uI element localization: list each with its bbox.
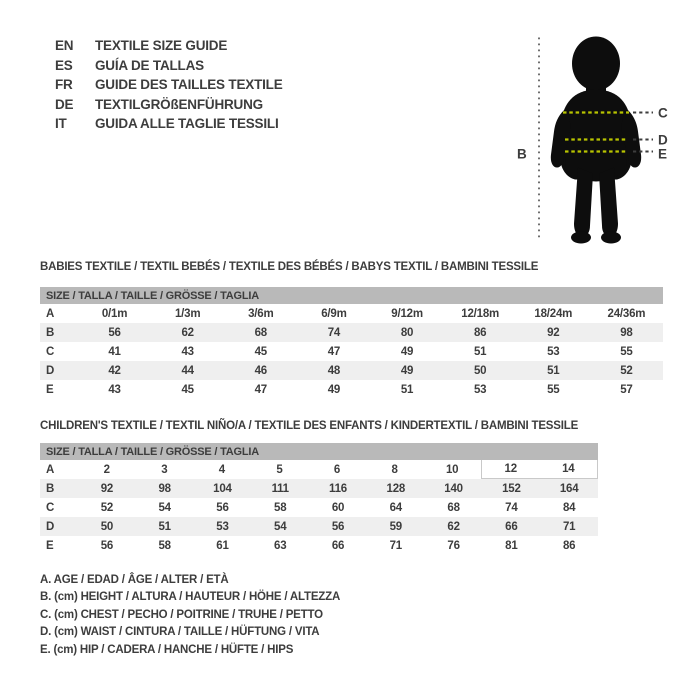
size-cell: 58 [158, 539, 171, 552]
size-row-E [40, 380, 663, 399]
toddler-silhouette-icon [505, 26, 700, 251]
size-cell: 56 [216, 501, 229, 514]
guide-title-en: TEXTILE SIZE GUIDE [95, 38, 228, 54]
size-cell: 4 [218, 463, 225, 476]
size-cell: 98 [158, 482, 171, 495]
size-cell: 45 [181, 383, 194, 396]
size-cell: 53 [473, 383, 487, 396]
size-cell: 104 [213, 482, 232, 495]
size-row-A [40, 460, 598, 479]
size-cell: 56 [100, 539, 114, 552]
size-cell: 51 [473, 345, 487, 358]
guide-title-de: TEXTILGRÖßENFÜHRUNG [95, 96, 263, 112]
babies-size-table [40, 287, 663, 399]
language-code: DE [55, 96, 74, 112]
size-cell: 74 [327, 326, 341, 339]
size-cell: 152 [502, 482, 521, 495]
size-cell: 2 [103, 463, 110, 476]
size-cell: 46 [254, 364, 268, 377]
size-cell: 1/3m [174, 307, 201, 320]
size-cell: 43 [108, 383, 121, 396]
size-cell: 63 [274, 539, 287, 552]
size-cell: 52 [100, 501, 114, 514]
language-row-es [55, 56, 283, 76]
body-measurement-figure [505, 26, 700, 251]
size-cell: 68 [447, 501, 460, 514]
size-cell: 50 [100, 520, 114, 533]
size-cell: 44 [181, 364, 194, 377]
size-cell: 92 [100, 482, 114, 495]
size-cell: 61 [216, 539, 229, 552]
row-label: C [46, 345, 55, 358]
row-label: E [46, 383, 54, 396]
size-cell: 74 [505, 501, 518, 514]
size-cell: 81 [505, 539, 518, 552]
size-cell: 66 [505, 520, 518, 533]
size-cell: 164 [559, 482, 579, 495]
legend-chest: C. (cm) CHEST / PECHO / POITRINE / TRUHE / PETTO [40, 608, 323, 621]
legend-height: B. (cm) HEIGHT / ALTURA / HAUTEUR / HÖHE / ALTEZZA [40, 591, 341, 604]
language-code: FR [55, 77, 73, 93]
size-row-B [40, 323, 663, 342]
size-cell: 6/9m [321, 307, 347, 320]
size-cell: 62 [181, 326, 194, 339]
row-label: D [46, 364, 55, 377]
legend-hip: E. (cm) HIP / CADERA / HANCHE / HÜFTE / HIPS [40, 643, 294, 656]
size-cell: 60 [331, 501, 345, 514]
size-cell: 53 [216, 520, 229, 533]
legend-waist: D. (cm) WAIST / CINTURA / TAILLE / HÜFTUNG / VITA [40, 626, 320, 639]
size-cell: 14 [540, 460, 599, 479]
language-row-en [55, 36, 283, 56]
size-row-E [40, 536, 598, 555]
language-code: IT [55, 116, 67, 132]
size-row-B [40, 479, 598, 498]
measurement-legend [40, 571, 340, 659]
size-cell: 12 [481, 460, 540, 479]
size-cell: 53 [547, 345, 560, 358]
children-size-table [40, 443, 598, 555]
size-row-A [40, 304, 663, 323]
size-row-D [40, 361, 663, 380]
size-cell: 71 [562, 520, 576, 533]
size-cell: 8 [391, 463, 398, 476]
size-cell: 52 [620, 364, 633, 377]
size-cell: 54 [274, 520, 287, 533]
size-cell: 3/6m [248, 307, 274, 320]
language-title-list [55, 36, 283, 134]
size-cell: 56 [108, 326, 121, 339]
size-cell: 92 [547, 326, 560, 339]
size-cell: 0/1m [101, 307, 128, 320]
height-label: B [517, 146, 527, 162]
size-cell: 84 [562, 501, 576, 514]
size-cell: 128 [386, 482, 406, 495]
size-cell: 140 [444, 482, 463, 495]
row-label: B [46, 326, 55, 339]
size-cell: 3 [161, 463, 168, 476]
size-row-D [40, 517, 598, 536]
size-cell: 9/12m [391, 307, 423, 320]
language-code: ES [55, 57, 73, 73]
size-cell: 49 [400, 345, 414, 358]
size-cell: 47 [254, 383, 268, 396]
size-cell: 45 [254, 345, 268, 358]
size-cell: 59 [389, 520, 402, 533]
babies-table-body [40, 304, 663, 399]
language-row-it [55, 114, 283, 134]
size-cell: 51 [158, 520, 171, 533]
size-cell: 57 [620, 383, 633, 396]
size-cell: 116 [329, 482, 347, 495]
size-cell: 41 [108, 345, 121, 358]
children-table-header: SIZE / TALLA / TAILLE / GRÖSSE / TAGLIA [40, 443, 598, 460]
size-cell: 58 [274, 501, 287, 514]
guide-title-it: GUIDA ALLE TAGLIE TESSILI [95, 116, 279, 132]
size-cell: 50 [473, 364, 487, 377]
size-cell: 86 [562, 539, 576, 552]
row-label: B [46, 482, 55, 495]
size-cell: 76 [447, 539, 460, 552]
size-cell: 48 [327, 364, 341, 377]
size-cell: 86 [473, 326, 487, 339]
row-label: A [46, 463, 55, 476]
legend-age: A. AGE / EDAD / ÂGE / ALTER / ETÀ [40, 573, 229, 586]
size-cell: 68 [254, 326, 268, 339]
babies-table-header: SIZE / TALLA / TAILLE / GRÖSSE / TAGLIA [40, 287, 663, 304]
hip-label: E [658, 146, 668, 162]
size-cell: 55 [620, 345, 633, 358]
size-cell: 64 [389, 501, 402, 514]
size-cell: 18/24m [534, 307, 573, 320]
guide-title-fr: GUIDE DES TAILLES TEXTILE [95, 77, 283, 93]
waist-label: D [658, 132, 668, 148]
row-label: A [46, 307, 55, 320]
size-cell: 54 [158, 501, 171, 514]
size-cell: 49 [327, 383, 341, 396]
size-cell: 43 [181, 345, 194, 358]
size-cell: 5 [276, 463, 283, 476]
size-cell: 51 [547, 364, 560, 377]
size-cell: 56 [331, 520, 345, 533]
size-cell: 66 [331, 539, 345, 552]
size-cell: 10 [445, 463, 459, 476]
silhouette-shape [551, 37, 641, 244]
row-label: D [46, 520, 55, 533]
babies-section-title: BABIES TEXTILE / TEXTIL BEBÉS / TEXTILE DES BÉBÉS / BABYS TEXTIL / BAMBINI TESSILE [40, 261, 539, 273]
size-cell: 111 [271, 482, 289, 495]
language-row-de [55, 95, 283, 115]
children-section-title: CHILDREN'S TEXTILE / TEXTIL NIÑO/A / TEXTILE DES ENFANTS / KINDERTEXTIL / BAMBINI TESSILE [40, 420, 579, 432]
size-cell: 6 [333, 463, 341, 476]
language-row-fr [55, 75, 283, 95]
size-cell: 24/36m [607, 307, 646, 320]
size-cell: 71 [389, 539, 402, 552]
size-row-C [40, 498, 598, 517]
size-cell: 80 [400, 326, 414, 339]
size-cell: 12/18m [461, 307, 500, 320]
size-cell: 51 [400, 383, 414, 396]
size-cell: 98 [620, 326, 633, 339]
size-cell: 47 [327, 345, 341, 358]
row-label: C [46, 501, 55, 514]
size-cell: 42 [108, 364, 121, 377]
size-cell: 49 [400, 364, 414, 377]
children-table-body [40, 460, 598, 555]
size-cell: 62 [447, 520, 460, 533]
size-cell: 55 [547, 383, 560, 396]
size-row-C [40, 342, 663, 361]
language-code: EN [55, 38, 74, 54]
guide-title-es: GUÍA DE TALLAS [95, 57, 204, 73]
row-label: E [46, 539, 54, 552]
chest-label: C [658, 105, 668, 121]
